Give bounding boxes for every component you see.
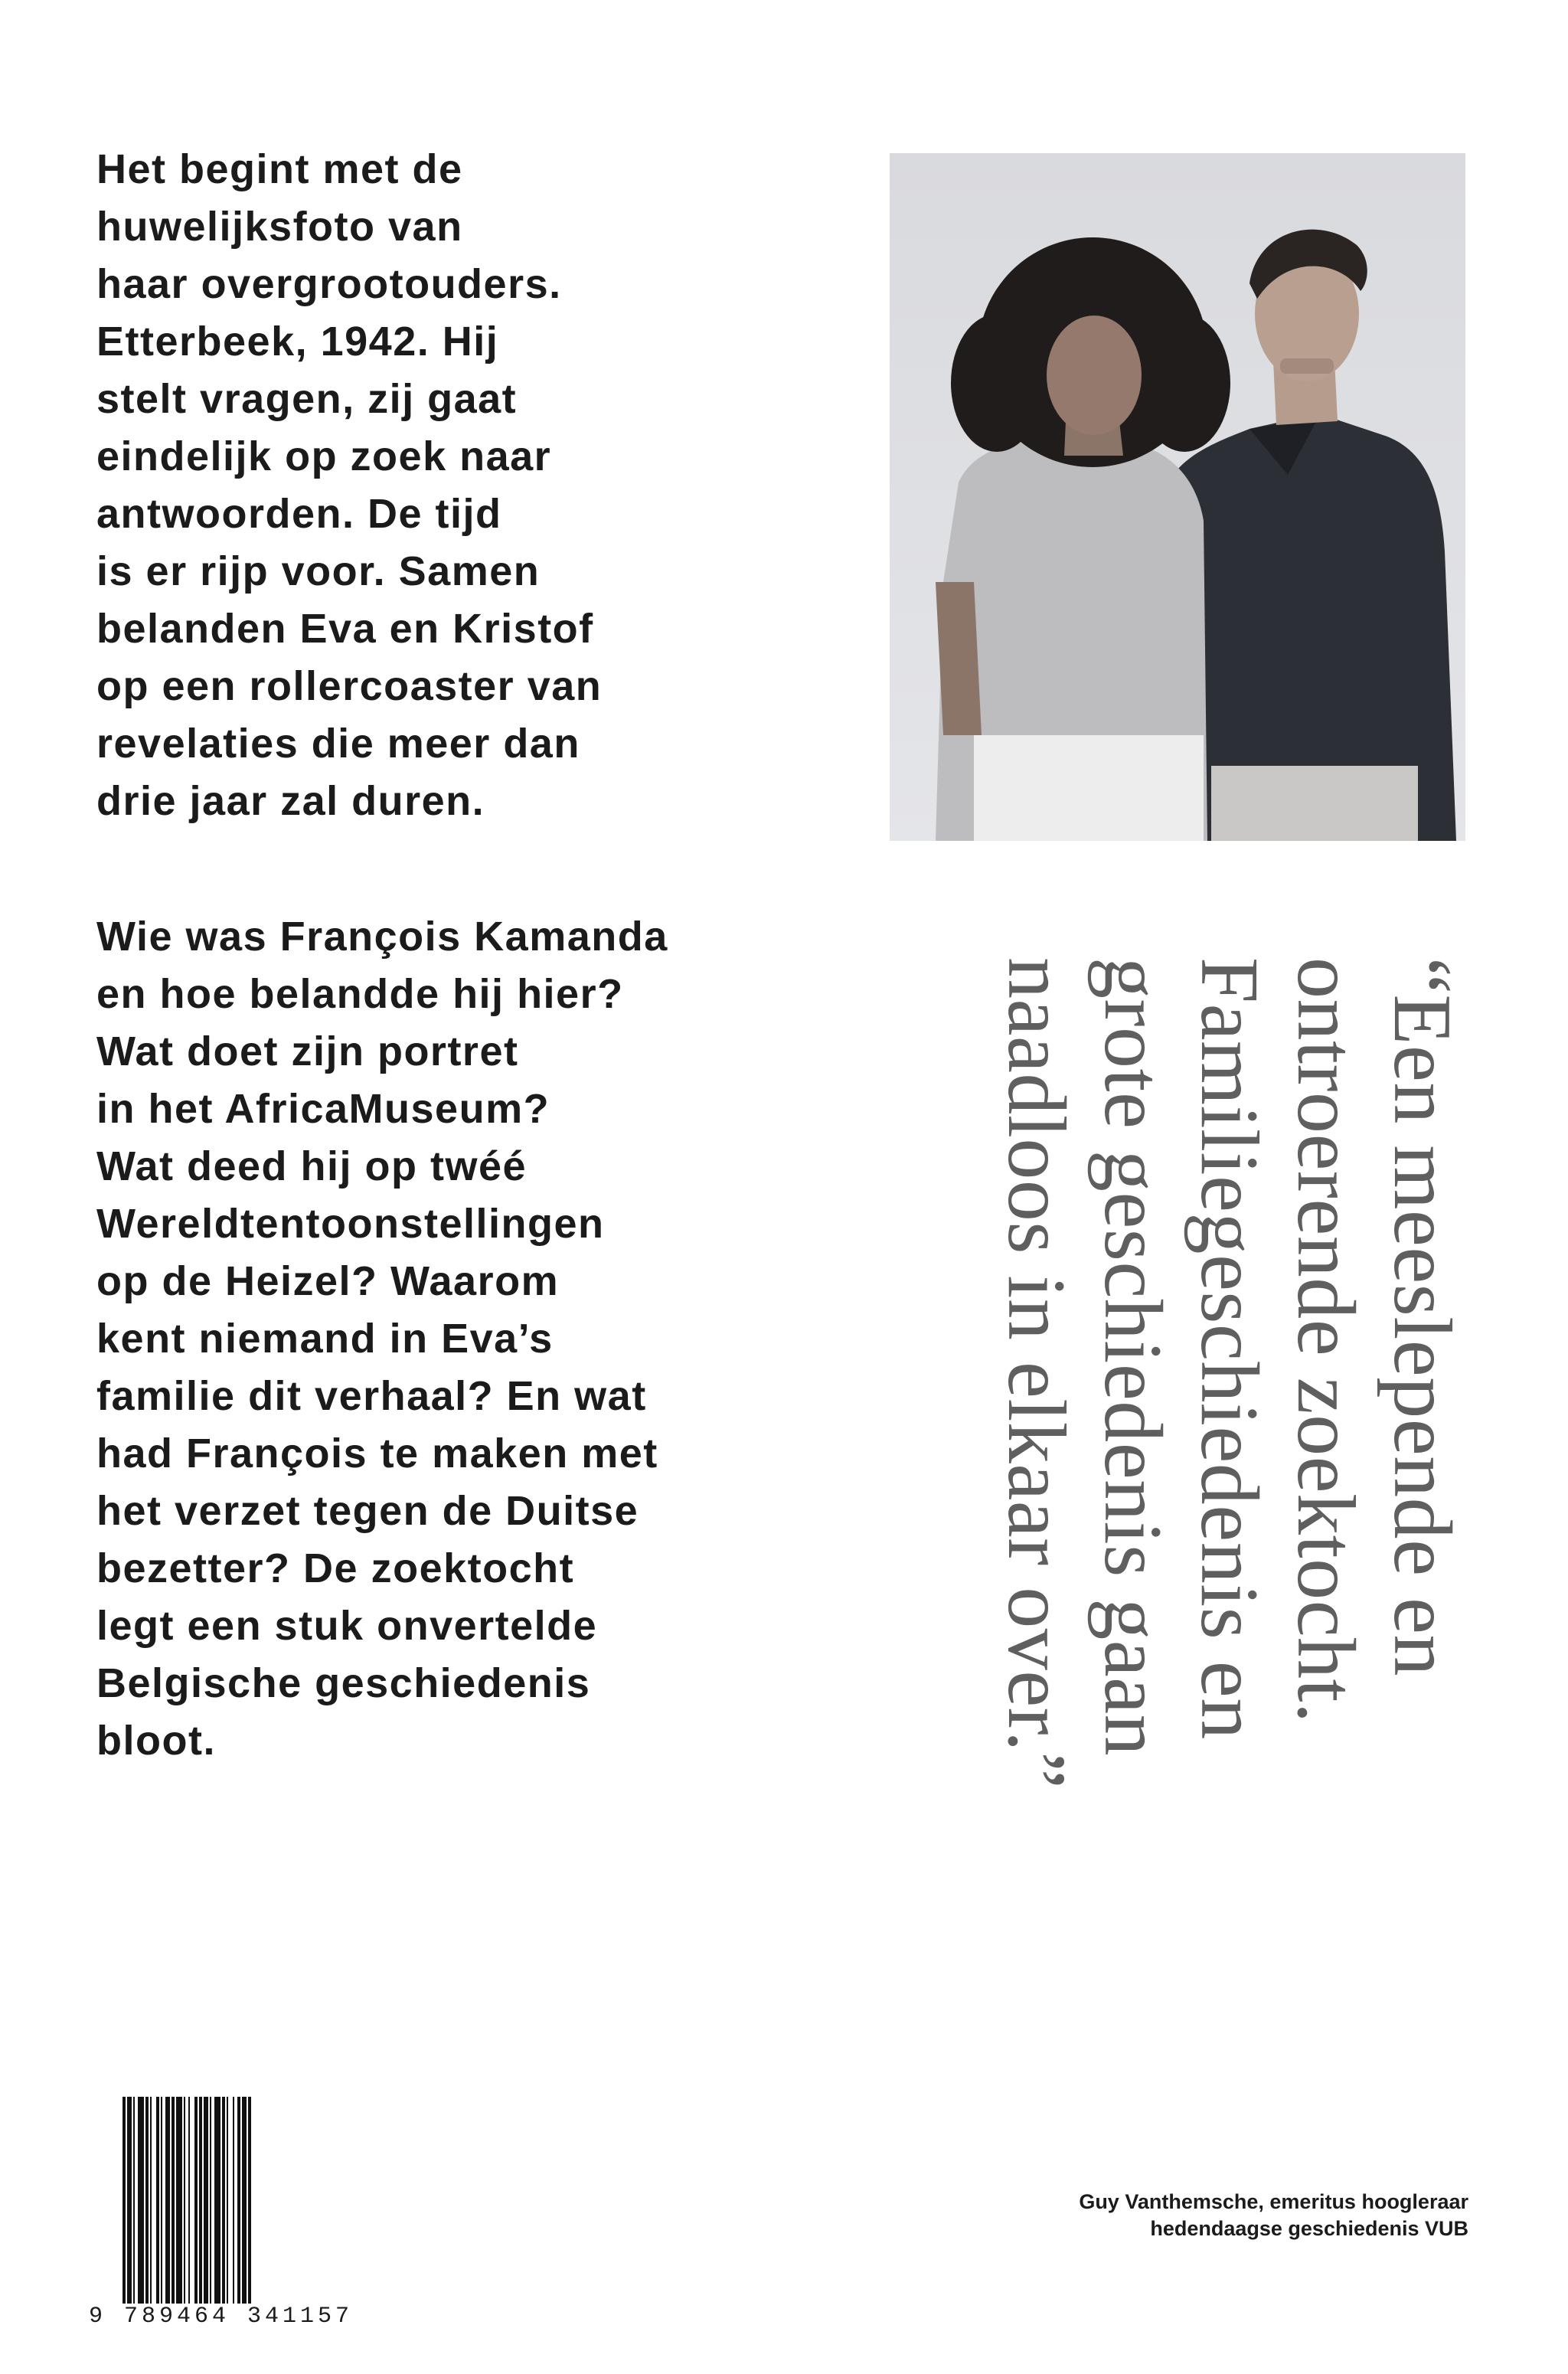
isbn-number: 9 789464 341157 xyxy=(89,2304,395,2330)
blurb-line: kent niemand in Eva’s xyxy=(96,1316,554,1362)
blurb-line: revelaties die meer dan xyxy=(96,721,580,767)
barcode-bar xyxy=(227,2097,228,2304)
blurb-line: op een rollercoaster van xyxy=(96,663,603,709)
barcode-bar xyxy=(204,2097,208,2304)
blurb-line: is er rijp voor. Samen xyxy=(96,548,541,594)
barcode-bar xyxy=(156,2097,159,2304)
blurb-line: Het begint met de xyxy=(96,146,463,192)
attribution-line-2: hedendaagse geschiedenis VUB xyxy=(1150,2217,1468,2240)
blurb-line: bloot. xyxy=(96,1718,216,1764)
blurb-line: Belgische geschiedenis xyxy=(96,1660,591,1706)
barcode-bar xyxy=(133,2097,135,2304)
blurb-line: stelt vragen, zij gaat xyxy=(96,376,518,422)
blurb-line: had François te maken met xyxy=(96,1431,658,1476)
barcode-bar xyxy=(237,2097,240,2304)
barcode-bar xyxy=(188,2097,190,2304)
blurb-line: Etterbeek, 1942. Hij xyxy=(96,319,499,365)
barcode-bar xyxy=(165,2097,170,2304)
barcode-bar xyxy=(222,2097,225,2304)
quote-attribution xyxy=(1079,2189,1468,2242)
barcode-bar xyxy=(122,2097,126,2304)
barcode-bar xyxy=(127,2097,132,2304)
blurb-line: Wie was François Kamanda xyxy=(96,914,668,960)
barcode-bar xyxy=(176,2097,182,2304)
blurb-line: in het AfricaMuseum? xyxy=(96,1086,550,1132)
barcode-bar xyxy=(172,2097,175,2304)
blurb-line: Wat deed hij op twéé xyxy=(96,1143,528,1189)
barcode-bar xyxy=(161,2097,162,2304)
barcode-bar xyxy=(184,2097,185,2304)
quote-line: naadloos in elkaar over.” xyxy=(991,957,1082,1790)
quote-line: grote geschiedenis gaan xyxy=(1087,957,1178,1757)
barcode-bar xyxy=(194,2097,198,2304)
barcode-bar xyxy=(210,2097,211,2304)
blurb-line: drie jaar zal duren. xyxy=(96,778,485,824)
barcode-bar xyxy=(233,2097,234,2304)
blurb-line: het verzet tegen de Duitse xyxy=(96,1488,639,1534)
blurb-line: en hoe belandde hij hier? xyxy=(96,971,624,1017)
blurb-line: haar overgrootouders. xyxy=(96,261,562,307)
barcode-bar xyxy=(242,2097,247,2304)
blurb-line: Wat doet zijn portret xyxy=(96,1028,519,1074)
blurb-line: antwoorden. De tijd xyxy=(96,491,502,537)
blurb-paragraph-2 xyxy=(96,908,668,1770)
attribution-line-1: Guy Vanthemsche, emeritus hoogleraar xyxy=(1079,2190,1468,2213)
blurb-line: bezetter? De zoektocht xyxy=(96,1545,575,1591)
blurb-line: belanden Eva en Kristof xyxy=(96,606,594,652)
barcode-bar xyxy=(138,2097,144,2304)
blurb-line: Wereldtentoonstellingen xyxy=(96,1201,605,1247)
review-quote xyxy=(888,957,1470,2091)
barcode-bar xyxy=(214,2097,220,2304)
blurb-line: familie dit verhaal? En wat xyxy=(96,1373,647,1419)
review-quote-text xyxy=(888,957,1470,2091)
blurb-line: legt een stuk onvertelde xyxy=(96,1603,598,1649)
barcode-bar xyxy=(145,2097,149,2304)
blurb-paragraph-1 xyxy=(96,141,602,830)
quote-line: ontroerende zoektocht. xyxy=(1280,957,1371,1724)
barcode-bar xyxy=(248,2097,251,2304)
quote-line: Familiegeschiedenis en xyxy=(1184,957,1275,1740)
barcode xyxy=(89,2097,395,2339)
quote-line: “Een meeslepende en xyxy=(1377,957,1468,1676)
woman-figure xyxy=(936,237,1230,841)
barcode-bar xyxy=(199,2097,202,2304)
author-photo xyxy=(890,153,1465,841)
blurb-line: huwelijksfoto van xyxy=(96,204,463,250)
blurb-line: eindelijk op zoek naar xyxy=(96,433,552,479)
blurb-line: op de Heizel? Waarom xyxy=(96,1258,560,1304)
barcode-bar xyxy=(150,2097,152,2304)
